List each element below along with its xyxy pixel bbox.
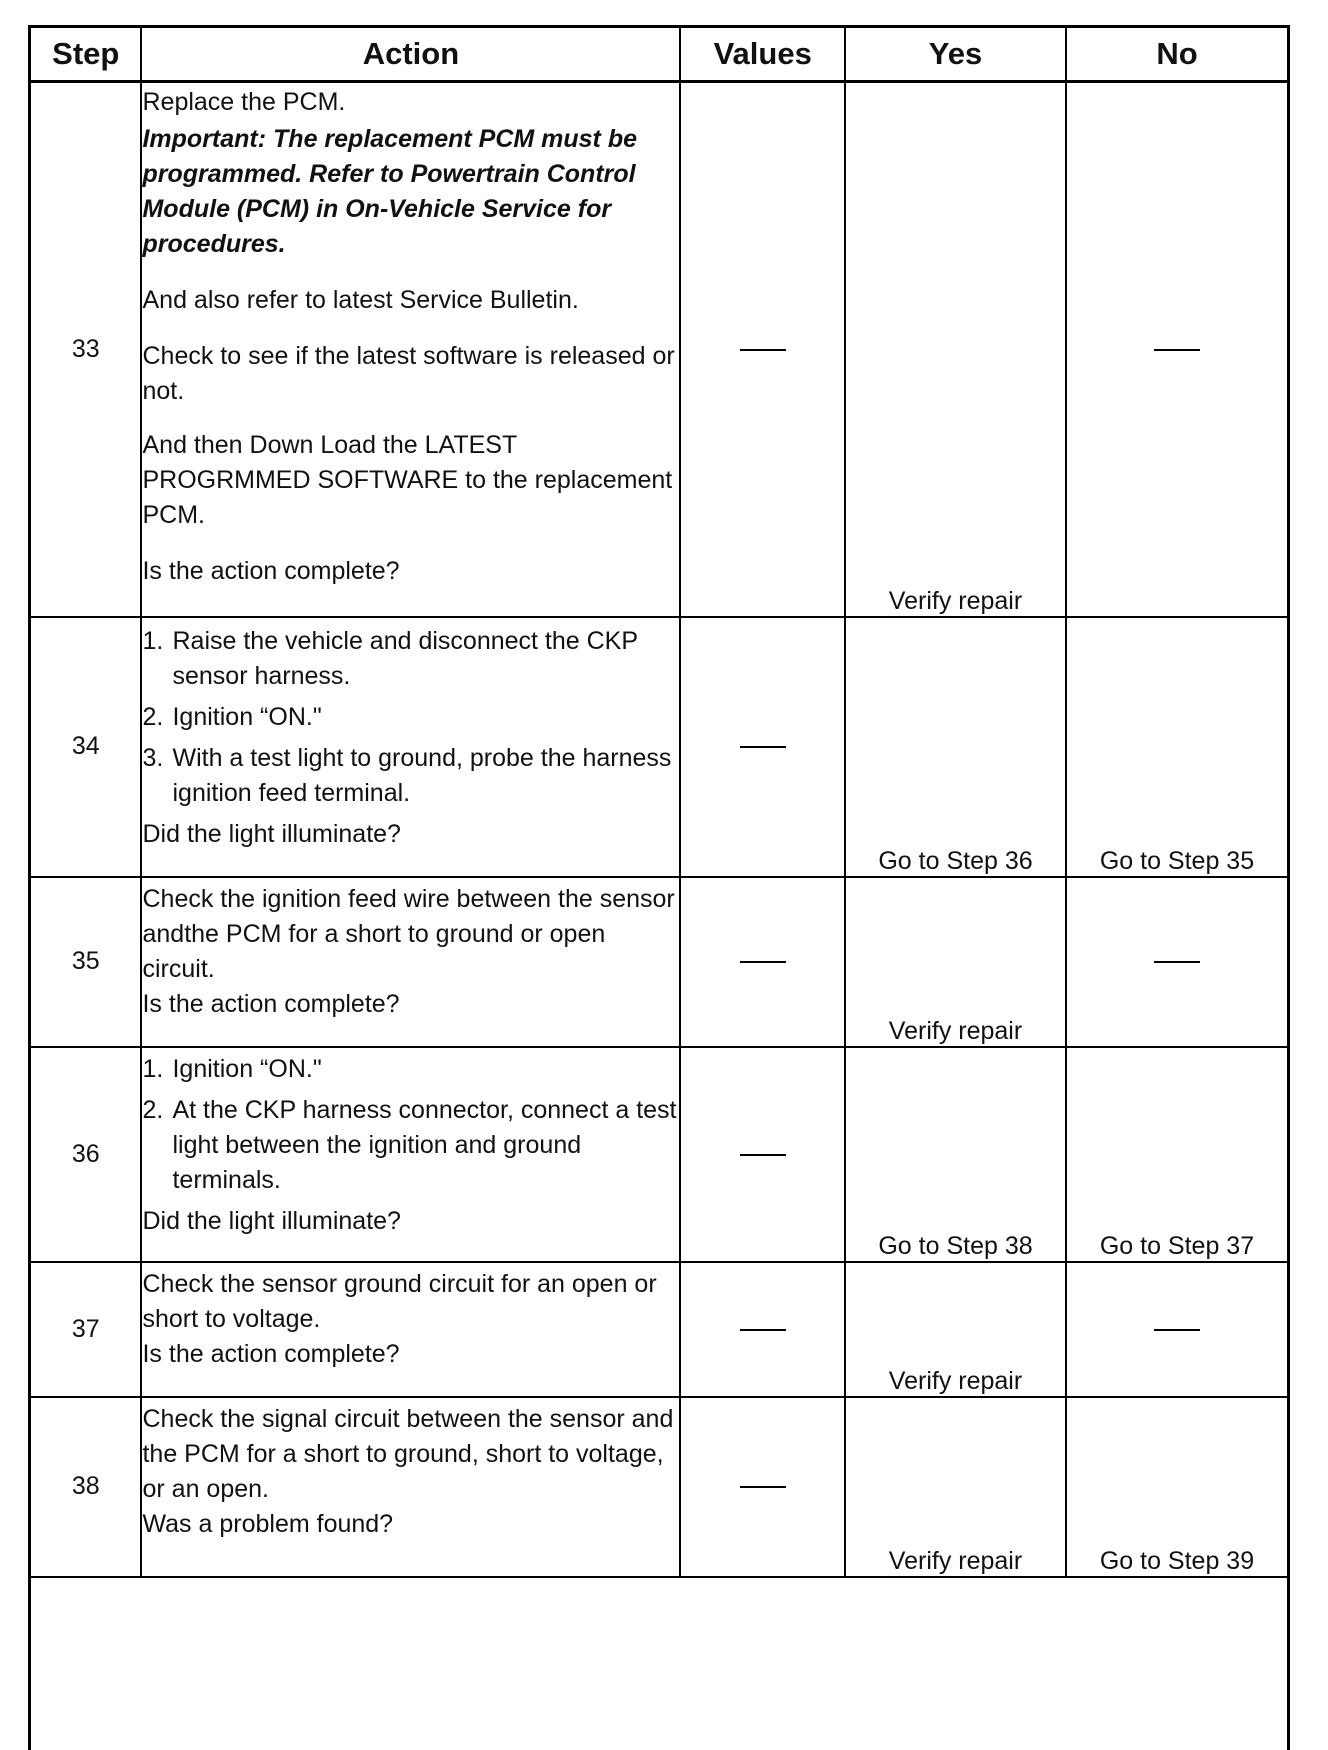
action-question: Was a problem found? <box>142 1509 394 1538</box>
values-cell <box>680 877 845 1047</box>
header-step: Step <box>31 28 141 82</box>
dash-mark <box>1154 349 1200 351</box>
dash-mark <box>740 349 786 351</box>
table-row <box>31 1047 1287 1262</box>
values-cell <box>680 82 845 617</box>
table-row <box>31 82 1287 617</box>
table-row <box>31 1397 1287 1577</box>
yes-cell: Verify repair <box>845 1262 1066 1397</box>
header-action: Action <box>141 28 680 82</box>
dash-mark <box>740 961 786 963</box>
dash-mark <box>740 1154 786 1156</box>
table-row <box>31 1262 1287 1397</box>
step-number: 37 <box>31 1262 141 1397</box>
dash-mark <box>1154 1329 1200 1331</box>
list-item <box>142 624 679 694</box>
list-number: 1. <box>142 626 164 655</box>
list-text: With a test light to ground, probe the harness ignition feed terminal. <box>172 743 672 807</box>
values-cell <box>680 1262 845 1397</box>
action-cell <box>141 1262 680 1397</box>
list-text: Ignition “ON." <box>172 1054 322 1083</box>
step-number: 33 <box>31 82 141 617</box>
table-row <box>31 617 1287 877</box>
values-cell <box>680 1047 845 1262</box>
diagnostic-table <box>31 28 1287 1578</box>
action-text: And also refer to latest Service Bulletin. <box>142 286 579 314</box>
action-question: Is the action complete? <box>142 1339 400 1368</box>
table-row <box>31 877 1287 1047</box>
values-cell <box>680 1397 845 1577</box>
action-text: Replace the PCM. <box>142 88 346 116</box>
dash-mark <box>1154 961 1200 963</box>
yes-cell: Verify repair <box>845 82 1066 617</box>
step-number: 34 <box>31 617 141 877</box>
no-cell: Go to Step 37 <box>1066 1047 1287 1262</box>
action-text: Check the signal circuit between the sensor and the PCM for a short to ground, short to voltage, or an open. <box>142 1404 674 1503</box>
list-number: 3. <box>142 743 164 772</box>
header-values: Values <box>680 28 845 82</box>
no-cell <box>1066 1262 1287 1397</box>
yes-cell: Go to Step 38 <box>845 1047 1066 1262</box>
action-question: Did the light illuminate? <box>142 819 401 848</box>
yes-cell: Go to Step 36 <box>845 617 1066 877</box>
action-cell <box>141 1047 680 1262</box>
yes-cell: Verify repair <box>845 877 1066 1047</box>
action-text: Check to see if the latest software is released or not. <box>142 342 675 405</box>
header-no: No <box>1066 28 1287 82</box>
list-text: At the CKP harness connector, connect a test light between the ignition and ground terminals. <box>172 1095 677 1194</box>
list-item <box>142 1052 679 1087</box>
action-text: Check the sensor ground circuit for an open or short to voltage. <box>142 1269 657 1333</box>
action-cell <box>141 1397 680 1577</box>
dash-mark <box>740 746 786 748</box>
action-question: Is the action complete? <box>142 557 400 585</box>
table-header-row <box>31 28 1287 82</box>
list-number: 2. <box>142 702 164 731</box>
step-number: 35 <box>31 877 141 1047</box>
no-cell: Go to Step 39 <box>1066 1397 1287 1577</box>
action-question: Is the action complete? <box>142 989 400 1018</box>
list-item <box>142 741 679 811</box>
list-number: 2. <box>142 1095 164 1124</box>
action-cell <box>141 617 680 877</box>
yes-cell: Verify repair <box>845 1397 1066 1577</box>
action-text: Check the ignition feed wire between the sensor andthe PCM for a short to ground or open circuit. <box>142 884 675 983</box>
diagnostic-table-frame <box>28 25 1290 1750</box>
action-text: And then Down Load the LATEST PROGRMMED SOFTWARE to the replacement PCM. <box>142 431 673 529</box>
action-cell <box>141 877 680 1047</box>
no-cell: Go to Step 35 <box>1066 617 1287 877</box>
important-note: Important: The replacement PCM must be programmed. Refer to Powertrain Control Module (PCM) in On-Vehicle Service for procedures. <box>142 125 638 258</box>
step-number: 38 <box>31 1397 141 1577</box>
action-question: Did the light illuminate? <box>142 1206 401 1235</box>
header-yes: Yes <box>845 28 1066 82</box>
no-cell <box>1066 877 1287 1047</box>
values-cell <box>680 617 845 877</box>
list-text: Raise the vehicle and disconnect the CKP sensor harness. <box>172 626 638 690</box>
step-number: 36 <box>31 1047 141 1262</box>
dash-mark <box>740 1486 786 1488</box>
list-text: Ignition “ON." <box>172 702 322 731</box>
list-item <box>142 700 679 735</box>
dash-mark <box>740 1329 786 1331</box>
no-cell <box>1066 82 1287 617</box>
list-item <box>142 1093 679 1198</box>
action-cell <box>141 82 680 617</box>
list-number: 1. <box>142 1054 164 1083</box>
